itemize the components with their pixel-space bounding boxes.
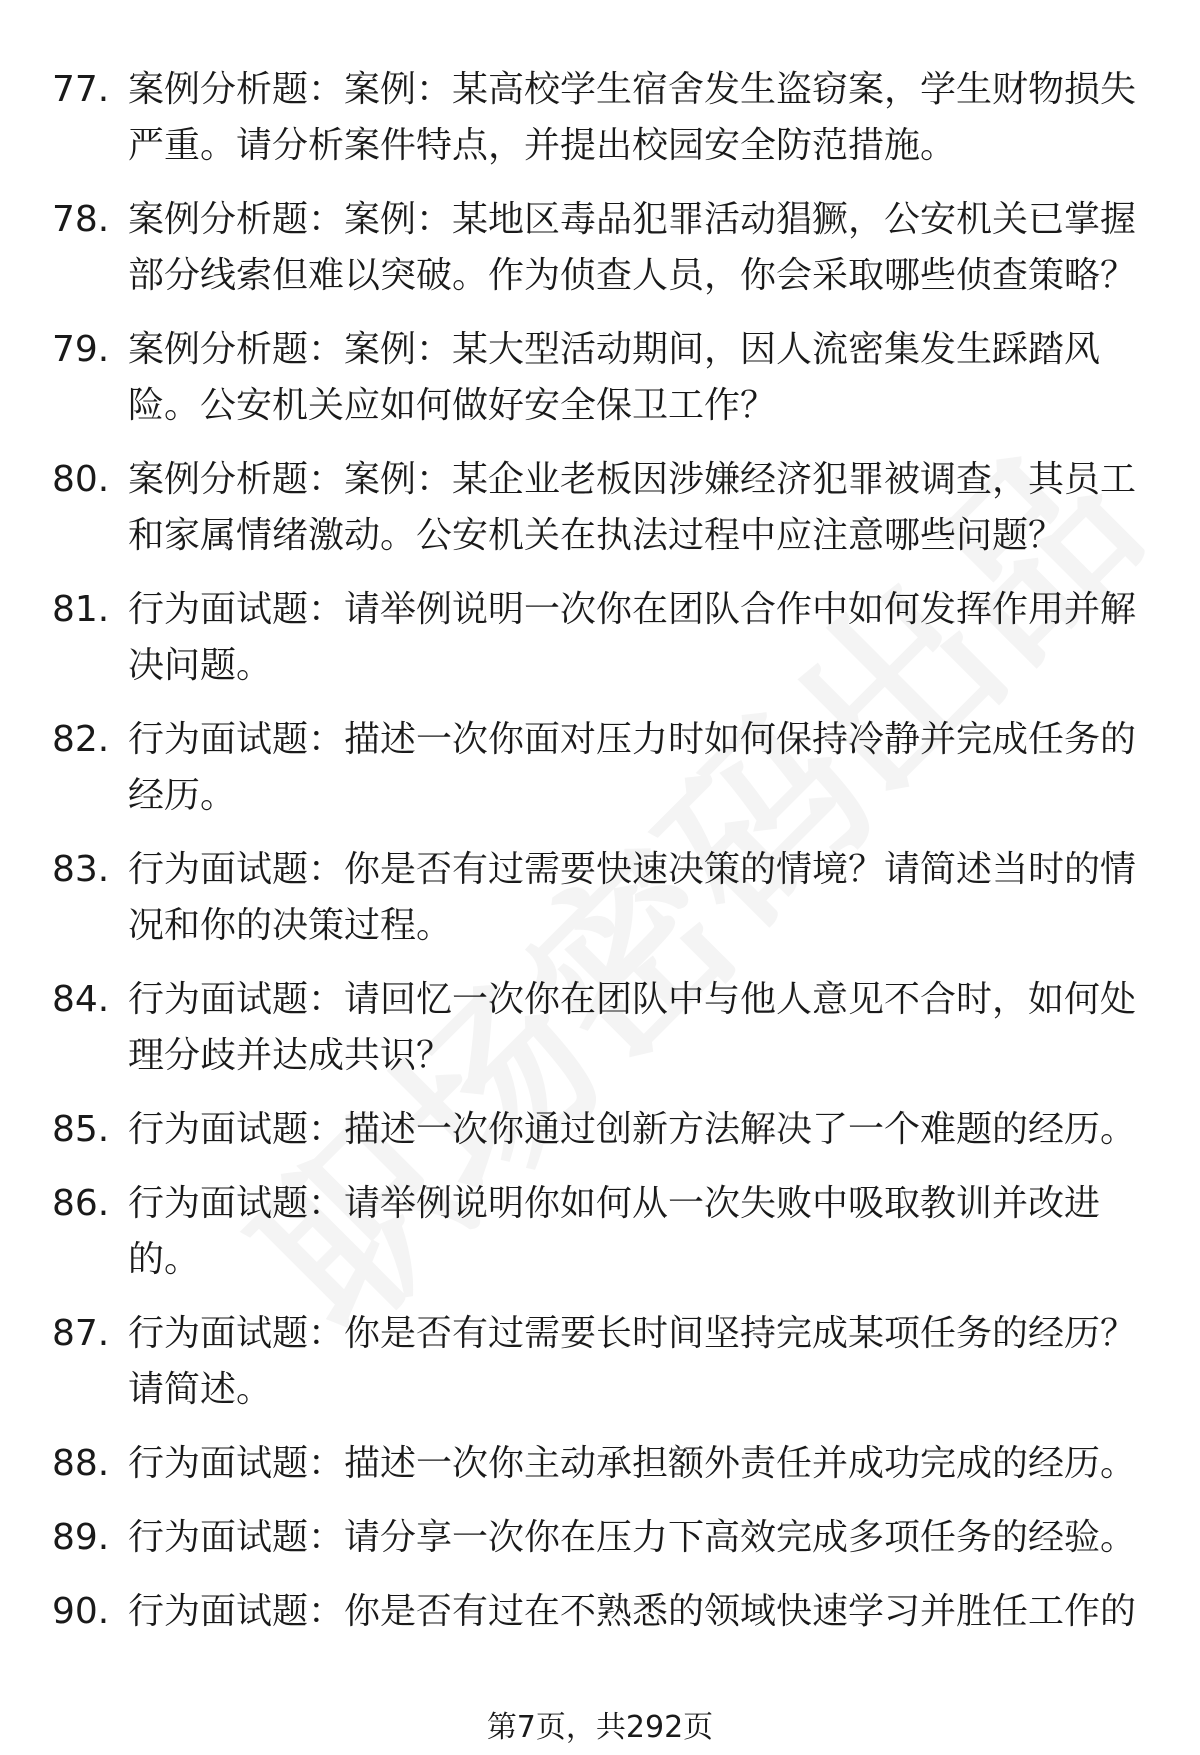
- question-list: [52, 62, 1152, 1658]
- question-number: 77.: [52, 69, 110, 110]
- question-number: 85.: [52, 1109, 110, 1150]
- question-text: 案例分析题：案例：某大型活动期间，因人流密集发生踩踏风险。公安机关应如何做好安全保卫工作？: [128, 329, 1101, 426]
- question-item: [52, 842, 1152, 954]
- question-number: 80.: [52, 459, 110, 500]
- question-number: 87.: [52, 1313, 110, 1354]
- question-text: 行为面试题：请举例说明你如何从一次失败中吸取教训并改进的。: [128, 1183, 1101, 1280]
- question-item: [52, 192, 1152, 304]
- question-number: 90.: [52, 1591, 110, 1632]
- question-text: 行为面试题：描述一次你通过创新方法解决了一个难题的经历。: [128, 1109, 1137, 1150]
- question-text: 案例分析题：案例：某企业老板因涉嫌经济犯罪被调查，其员工和家属情绪激动。公安机关在执法过程中应注意哪些问题？: [128, 459, 1137, 556]
- question-number: 83.: [52, 849, 110, 890]
- question-item: [52, 1436, 1152, 1492]
- question-item: [52, 1510, 1152, 1566]
- question-item: [52, 1176, 1152, 1288]
- question-item: [52, 1584, 1152, 1640]
- question-number: 89.: [52, 1517, 110, 1558]
- question-text: 案例分析题：案例：某高校学生宿舍发生盗窃案，学生财物损失严重。请分析案件特点，并提出校园安全防范措施。: [128, 69, 1137, 166]
- question-number: 79.: [52, 329, 110, 370]
- question-number: 84.: [52, 979, 110, 1020]
- question-text: 行为面试题：请举例说明一次你在团队合作中如何发挥作用并解决问题。: [128, 589, 1137, 686]
- question-text: 行为面试题：你是否有过在不熟悉的领域快速学习并胜任工作的: [128, 1591, 1137, 1632]
- question-number: 88.: [52, 1443, 110, 1484]
- page-number-footer: 第7页，共292页: [486, 1710, 714, 1745]
- question-item: [52, 1306, 1152, 1418]
- question-item: [52, 712, 1152, 824]
- question-item: [52, 322, 1152, 434]
- question-text: 行为面试题：你是否有过需要快速决策的情境？请简述当时的情况和你的决策过程。: [128, 849, 1137, 946]
- question-item: [52, 582, 1152, 694]
- question-item: [52, 62, 1152, 174]
- question-text: 行为面试题：请分享一次你在压力下高效完成多项任务的经验。: [128, 1517, 1137, 1558]
- question-text: 行为面试题：描述一次你主动承担额外责任并成功完成的经历。: [128, 1443, 1137, 1484]
- question-text: 行为面试题：请回忆一次你在团队中与他人意见不合时，如何处理分歧并达成共识？: [128, 979, 1137, 1076]
- question-item: [52, 1102, 1152, 1158]
- question-item: [52, 972, 1152, 1084]
- question-text: 行为面试题：你是否有过需要长时间坚持完成某项任务的经历？请简述。: [128, 1313, 1137, 1410]
- question-number: 82.: [52, 719, 110, 760]
- question-number: 81.: [52, 589, 110, 630]
- question-text: 行为面试题：描述一次你面对压力时如何保持冷静并完成任务的经历。: [128, 719, 1137, 816]
- question-number: 86.: [52, 1183, 110, 1224]
- question-number: 78.: [52, 199, 110, 240]
- question-text: 案例分析题：案例：某地区毒品犯罪活动猖獗，公安机关已掌握部分线索但难以突破。作为侦查人员，你会采取哪些侦查策略？: [128, 199, 1137, 296]
- question-item: [52, 452, 1152, 564]
